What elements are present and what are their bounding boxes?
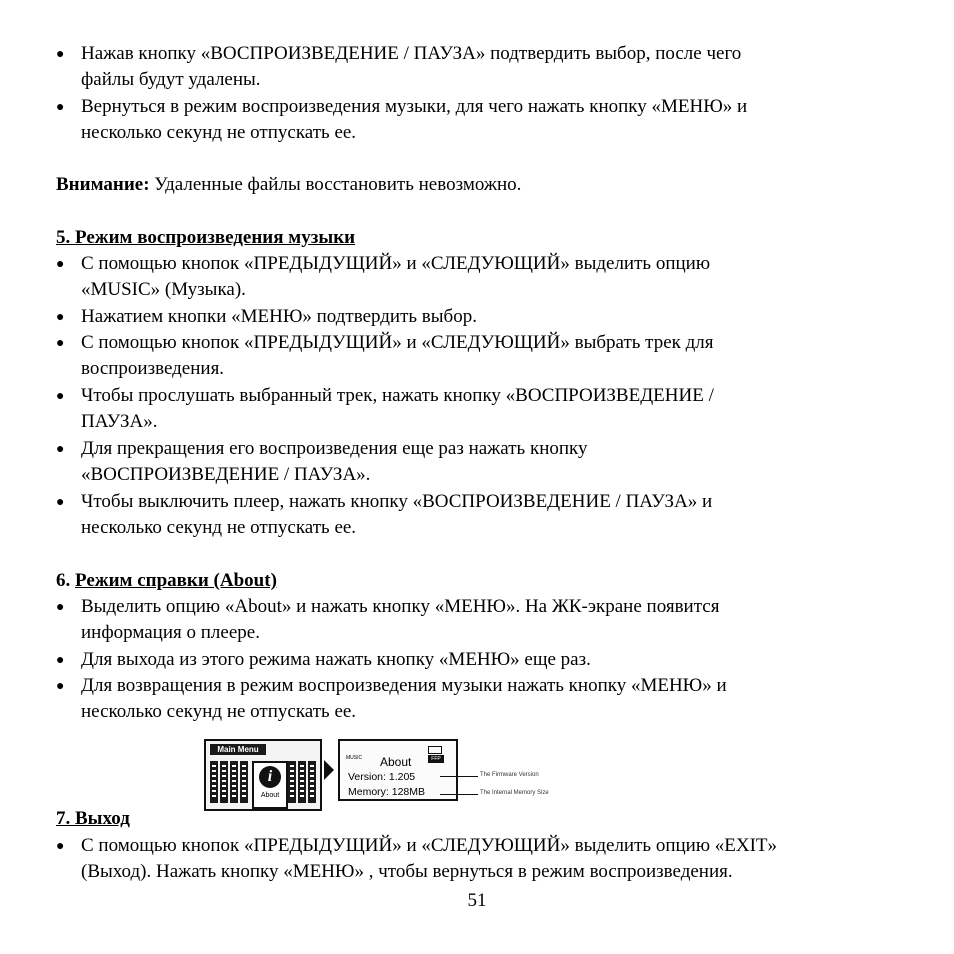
menu-icon [230, 761, 238, 803]
memory-annotation: The Internal Memory Size [480, 790, 549, 796]
s5-line-8: Для прекращения его воспроизведения еще раз нажать кнопку [81, 438, 588, 459]
bullet-icon: ● [56, 257, 65, 272]
s5-line-10: Чтобы выключить плеер, нажать кнопку «ВОСПРОИЗВЕДЕНИЕ / ПАУЗА» и [81, 491, 713, 512]
about-menu-item [252, 761, 288, 809]
section-6-number: 6. [56, 570, 75, 591]
main-menu-header: Main Menu [210, 744, 266, 755]
s5-line-6: Чтобы прослушать выбранный трек, нажать кнопку «ВОСПРОИЗВЕДЕНИЕ / [81, 385, 714, 406]
menu-icon [220, 761, 228, 803]
info-icon: i [259, 766, 281, 788]
ffp-badge: FFP [428, 755, 444, 763]
menu-icon [210, 761, 218, 803]
menu-icon [298, 761, 306, 803]
menu-icon [308, 761, 316, 803]
s6-line-2: информация о плеере. [81, 622, 260, 643]
section-5-heading: 5. Режим воспроизведения музыки [56, 227, 356, 248]
version-leader-line [440, 776, 478, 777]
version-annotation: The Firmware Version [480, 772, 539, 778]
s5-line-2: «MUSIC» (Музыка). [81, 279, 246, 300]
about-screen-illustration [200, 734, 592, 814]
s7-line-1: С помощью кнопок «ПРЕДЫДУЩИЙ» и «СЛЕДУЮЩИЙ» выделить опцию «EXIT» [81, 835, 778, 856]
warning-note [56, 172, 521, 198]
bullet-icon: ● [56, 389, 65, 404]
s6-line-3: Для выхода из этого режима нажать кнопку «МЕНЮ» еще раз. [81, 649, 591, 670]
memory-leader-line [440, 794, 478, 795]
battery-icon [428, 746, 442, 754]
menu-icon [240, 761, 248, 803]
section-6-title: Режим справки (About) [75, 570, 277, 591]
s5-line-7: ПАУЗА». [81, 411, 158, 432]
intro-line-1: Нажав кнопку «ВОСПРОИЗВЕДЕНИЕ / ПАУЗА» подтвердить выбор, после чего [81, 43, 742, 64]
bullet-icon: ● [56, 442, 65, 457]
mode-label: MUSIC [346, 755, 363, 761]
s5-line-1: С помощью кнопок «ПРЕДЫДУЩИЙ» и «СЛЕДУЮЩИЙ» выделить опцию [81, 253, 711, 274]
bullet-icon: ● [56, 310, 65, 325]
about-item-label: About [260, 792, 280, 799]
bullet-icon: ● [56, 600, 65, 615]
s5-line-4: С помощью кнопок «ПРЕДЫДУЩИЙ» и «СЛЕДУЮЩИЙ» выбрать трек для [81, 332, 714, 353]
warning-label: Внимание: [56, 174, 150, 195]
s5-line-5: воспроизведения. [81, 358, 225, 379]
bullet-icon: ● [56, 47, 65, 62]
memory-line: Memory: 128MB [348, 786, 426, 798]
s7-line-2: (Выход). Нажать кнопку «МЕНЮ» , чтобы вернуться в режим воспроизведения. [81, 861, 733, 882]
bullet-icon: ● [56, 100, 65, 115]
s6-line-5: несколько секунд не отпускать ее. [81, 701, 357, 722]
s6-line-1: Выделить опцию «About» и нажать кнопку «МЕНЮ». На ЖК-экране появится [81, 596, 720, 617]
s5-line-3: Нажатием кнопки «МЕНЮ» подтвердить выбор. [81, 306, 477, 327]
about-screen-title: About [380, 755, 412, 769]
bullet-icon: ● [56, 336, 65, 351]
arrow-right-icon [324, 760, 334, 780]
menu-icon [288, 761, 296, 803]
intro-line-3: Вернуться в режим воспроизведения музыки, для чего нажать кнопку «МЕНЮ» и [81, 96, 748, 117]
version-line: Version: 1.205 [348, 771, 416, 783]
bullet-icon: ● [56, 839, 65, 854]
s5-line-11: несколько секунд не отпускать ее. [81, 517, 357, 538]
main-menu-screen [204, 739, 322, 811]
section-7-heading: 7. Выход [56, 808, 130, 829]
warning-text: Удаленные файлы восстановить невозможно. [149, 174, 522, 195]
intro-line-2: файлы будут удалены. [81, 69, 261, 90]
about-info-screen [338, 739, 458, 801]
s6-line-4: Для возвращения в режим воспроизведения музыки нажать кнопку «МЕНЮ» и [81, 675, 727, 696]
bullet-icon: ● [56, 495, 65, 510]
bullet-icon: ● [56, 679, 65, 694]
section-6-heading [56, 568, 277, 594]
intro-line-4: несколько секунд не отпускать ее. [81, 122, 357, 143]
s5-line-9: «ВОСПРОИЗВЕДЕНИЕ / ПАУЗА». [81, 464, 371, 485]
page-number: 51 [467, 890, 487, 911]
bullet-icon: ● [56, 653, 65, 668]
